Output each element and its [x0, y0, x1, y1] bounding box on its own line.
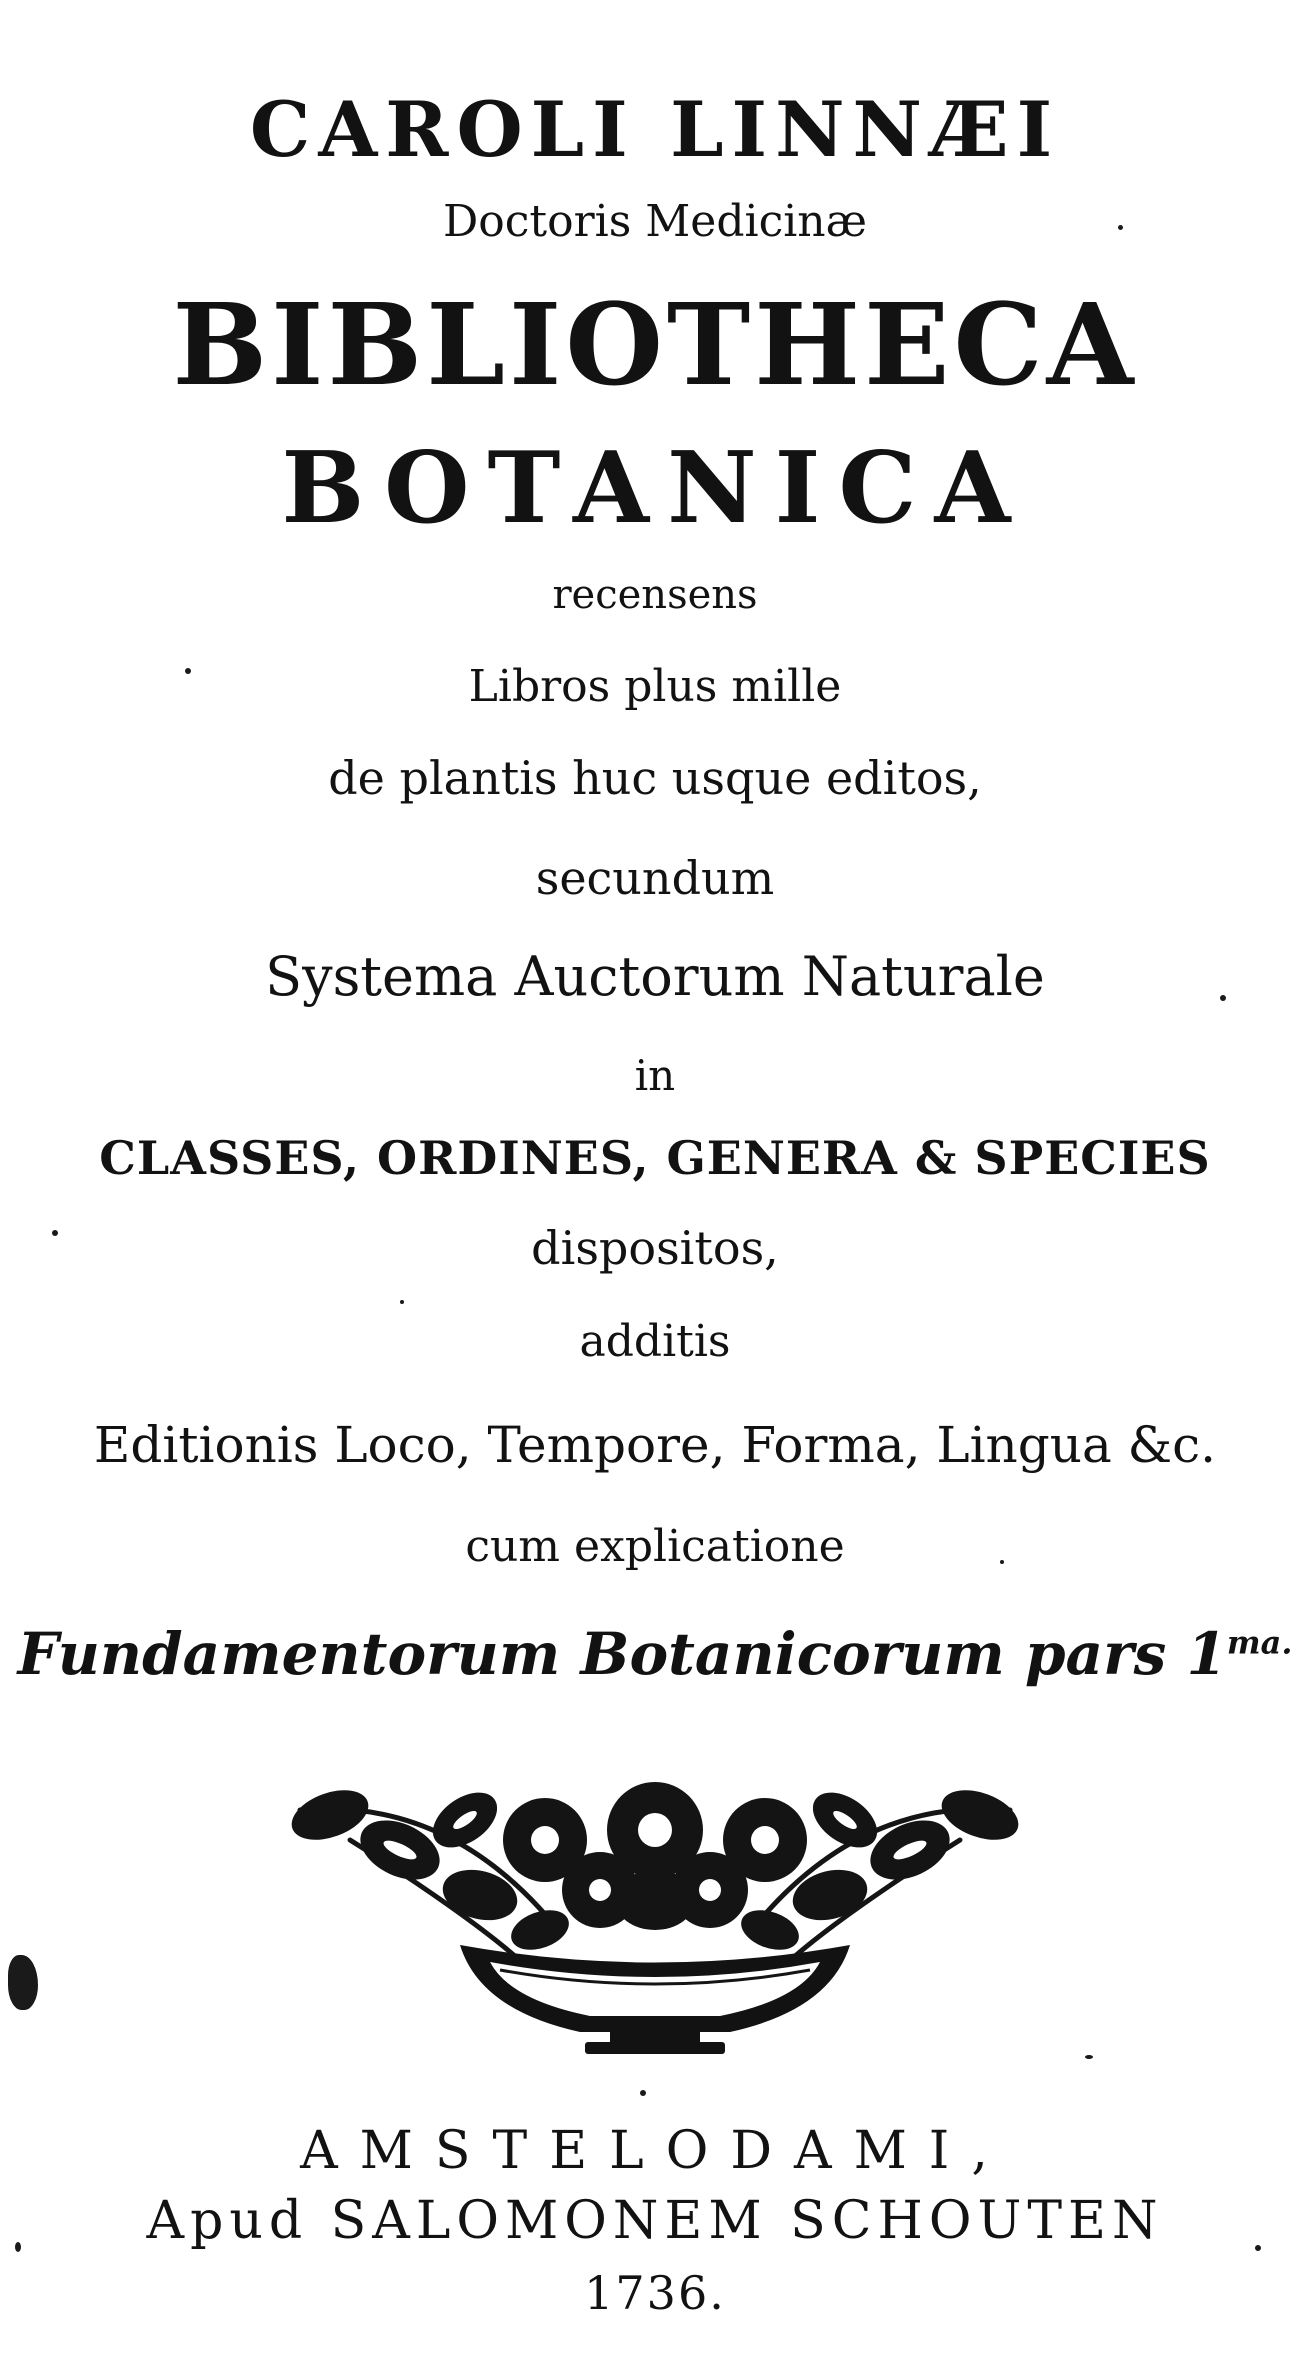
ink-speck	[185, 668, 191, 674]
main-title-line-2: BOTANICA	[281, 431, 1029, 546]
ink-speck	[1085, 2055, 1093, 2059]
fundamenta-line	[0, 1620, 1310, 1688]
subtitle-line-10: Editionis Loco, Tempore, Forma, Lingua &c.	[93, 1416, 1217, 1474]
ink-speck	[52, 1230, 58, 1236]
ink-speck	[8, 1955, 38, 2010]
subtitle-line-11: cum explicatione	[465, 1521, 845, 1572]
bowl	[460, 1945, 850, 2054]
ink-speck	[1255, 2245, 1261, 2251]
ink-speck	[640, 2090, 646, 2096]
main-title-line-1: BIBLIOTHECA	[172, 280, 1138, 411]
fundamenta-superscript: ma.	[1226, 1623, 1293, 1662]
subtitle-line-8: dispositos,	[531, 1221, 779, 1275]
ink-speck	[1118, 225, 1123, 230]
foliage-cluster	[290, 1781, 1020, 1958]
flower-bowl-vignette	[290, 1770, 1020, 2070]
imprint-place: AMSTELODAMI,	[300, 2121, 1010, 2181]
subtitle-line-2: Libros plus mille	[468, 661, 842, 712]
subtitle-line-9: additis	[579, 1316, 731, 1367]
fundamenta-part: 1	[1186, 1620, 1227, 1688]
fundamenta-text: Fundamentorum Botanicorum pars	[17, 1620, 1167, 1688]
ink-speck	[15, 2242, 21, 2252]
ink-speck	[400, 1300, 404, 1304]
imprint-publisher: Apud SALOMONEM SCHOUTEN	[146, 2191, 1164, 2251]
ink-speck	[1220, 995, 1226, 1001]
subtitle-line-1: recensens	[552, 572, 758, 618]
subtitle-line-3: de plantis huc usque editos,	[328, 751, 982, 805]
imprint-year: 1736.	[584, 2266, 726, 2320]
subtitle-line-6: in	[634, 1051, 676, 1100]
subtitle-line-7: CLASSES, ORDINES, GENERA & SPECIES	[99, 1131, 1211, 1185]
ink-speck	[1000, 1560, 1004, 1564]
author-degree: Doctoris Medicinæ	[443, 196, 867, 247]
subtitle-line-4: secundum	[535, 851, 775, 905]
subtitle-line-5: Systema Auctorum Naturale	[265, 945, 1045, 1008]
author-name: CAROLI LINNÆI	[249, 85, 1061, 174]
